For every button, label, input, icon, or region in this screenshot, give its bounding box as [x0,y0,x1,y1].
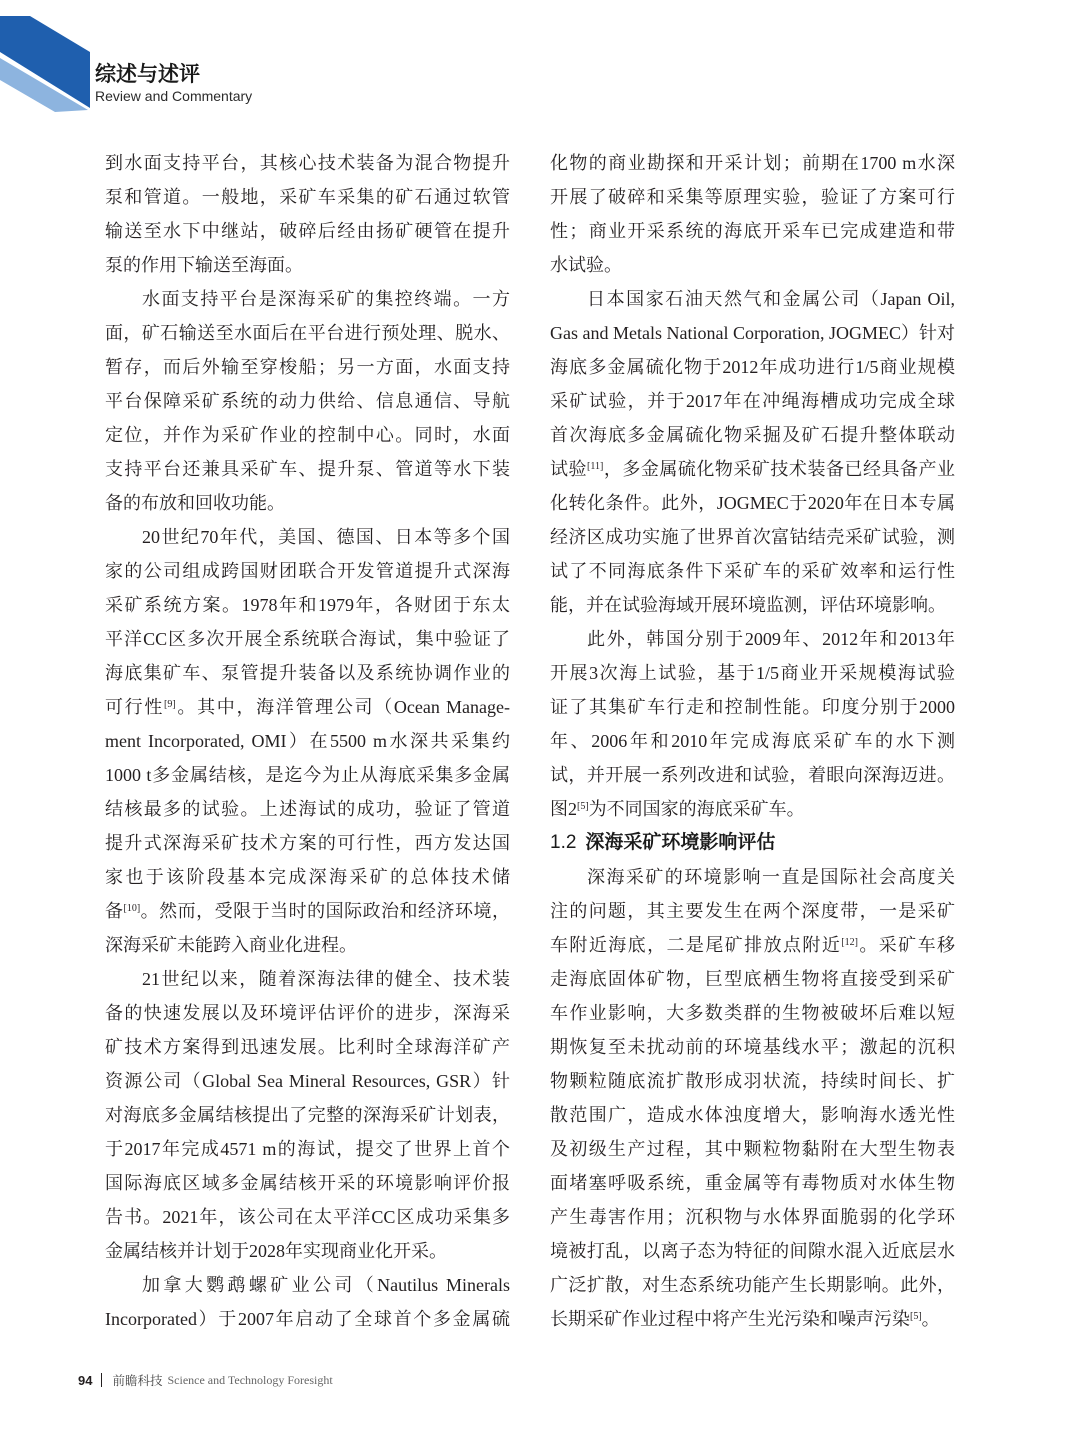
text-run: 。采矿车移 [857,935,956,955]
text-line: 20世纪70年代，美国、德国、日本等多个国 [142,527,510,547]
text-line: 车作业影响，大多数类群的生物被破坏后难以短 [550,1003,955,1023]
text-line: 平洋CC区多次开展全系统联合海试，集中验证了 [105,629,510,649]
text-line: 21世纪以来，随着深海法律的健全、技术装 [142,969,510,989]
text-line: 面堵塞呼吸系统，重金属等有毒物质对水体生物 [550,1173,955,1193]
corner-ribbon [0,0,92,115]
text-line: 支持平台还兼具采矿车、提升泵、管道等水下装 [105,459,510,479]
text-line: 采矿试验，并于2017年在冲绳海槽成功完成全球 [550,391,955,411]
text-line: 到水面支持平台，其核心技术装备为混合物提升 [105,153,510,173]
text-line: 提升式深海采矿技术方案的可行性，西方发达国 [105,833,510,853]
text-run: 备 [105,901,124,921]
paragraph [550,860,955,1336]
left-text-column [105,146,510,1336]
text-line: 水面支持平台是深海采矿的集控终端。一方 [142,289,510,309]
text-line: 1000 t多金属结核，是迄今为止从海底采集多金属 [105,765,510,785]
section-title-cn: 综述与述评 [95,63,200,86]
text-run: 图2 [550,799,577,819]
journal-name-en: Science and Technology Foresight [167,1372,333,1387]
text-line: 对海底多金属结核提出了完整的深海采矿计划表， [105,1105,510,1125]
section-number: 1.2 [550,832,577,853]
text-run: 试验 [550,459,588,479]
text-run: 可行性 [105,697,165,717]
text-line: 暂存，而后外输至穿梭船；另一方面，水面支持 [105,357,510,377]
text-line: 输送至水下中继站，破碎后经由扬矿硬管在提升 [105,221,510,241]
paragraph [105,962,510,1268]
text-line: 此外，韩国分别于2009年、2012年和2013年 [587,629,955,649]
text-line: 资源公司（Global Sea Mineral Resources, GSR）针 [105,1071,510,1091]
text-line: 散范围广，造成水体浊度增大，影响海水透光性 [550,1105,955,1125]
paragraph [105,520,510,962]
text-line: 试了不同海底条件下采矿车的采矿效率和运行性 [550,561,955,581]
text-line: 告书。2021年，该公司在太平洋CC区成功采集多 [105,1207,510,1227]
text-line: 化物的商业勘探和开采计划；前期在1700 m水深 [550,153,955,173]
text-line: 结核最多的试验。上述海试的成功，验证了管道 [105,799,510,819]
text-line [105,894,510,928]
journal-name-cn: 前瞻科技 [112,1374,163,1388]
text-line: 日本国家石油天然气和金属公司（Japan Oil, [587,289,955,309]
text-line: 能，并在试验海域开展环境监测，评估环境影响。 [550,595,946,615]
section-title-en: Review and Commentary [95,88,253,104]
text-line: 性；商业开采系统的海底开采车已完成建造和带 [550,221,955,241]
text-line: Gas and Metals National Corporation, JOGMEC）针对 [550,323,955,343]
section-heading-title: 深海采矿环境影响评估 [585,832,776,853]
text-line: 泵的作用下输送至海面。 [105,255,303,275]
paragraph [550,282,955,622]
text-line: 采矿系统方案。1978年和1979年，各财团于东太 [105,595,510,615]
text-line: 水试验。 [550,255,622,275]
text-run: 车附近海底，二是尾矿排放点附近 [550,935,842,955]
text-line: ment Incorporated, OMI）在5500 m水深共采集约 [105,731,510,751]
text-line: 境被打乱，以离子态为特征的间隙水混入近底层水 [550,1241,955,1261]
text-line: 矿技术方案得到迅速发展。比利时全球海洋矿产 [105,1037,510,1057]
text-line: 国际海底区域多金属结核开采的环境影响评价报 [105,1173,510,1193]
text-line: 深海采矿的环境影响一直是国际社会高度关 [587,867,955,887]
paragraph [105,1268,510,1336]
text-run: 长期采矿作业过程中将产生光污染和噪声污染 [550,1309,910,1329]
text-line: 开展3次海上试验，基于1/5商业开采规模海试验 [550,663,955,683]
citation-ref: [12] [841,937,858,948]
text-line: 化转化条件。此外，JOGMEC于2020年在日本专属 [550,493,955,513]
section-heading [550,826,955,860]
text-line: 年、2006年和2010年完成海底采矿车的水下测 [550,731,955,751]
text-line: 证了其集矿车行走和控制性能。印度分别于2000 [550,697,955,717]
text-line: 于2017年完成4571 m的海试，提交了世界上首个 [105,1139,510,1159]
text-line: 海底多金属硫化物于2012年成功进行1/5商业规模 [550,357,955,377]
text-line: 经济区成功实施了世界首次富钴结壳采矿试验，测 [550,527,955,547]
text-line: 加拿大鹦鹉螺矿业公司（Nautilus Minerals [142,1275,510,1295]
text-line [550,452,955,486]
text-run: 。 [921,1309,940,1329]
text-line: 海底集矿车、泵管提升装备以及系统协调作业的 [105,663,510,683]
right-text-column [550,146,955,1336]
citation-ref: [5] [577,801,589,812]
text-line: 定位，并作为采矿作业的控制中心。同时，水面 [105,425,510,445]
paragraph [105,282,510,520]
text-line: 平台保障采矿系统的动力供给、信息通信、导航 [105,391,510,411]
citation-ref: [10] [123,903,141,914]
text-line: 开展了破碎和采集等原理实验，验证了方案可行 [550,187,955,207]
footer-divider [101,1373,102,1387]
text-line: 走海底固体矿物，巨型底栖生物将直接受到采矿 [550,969,955,989]
text-run: 。然而，受限于当时的国际政治和经济环境， [140,901,511,921]
text-line: 产生毒害作用；沉积物与水体界面脆弱的化学环 [550,1207,955,1227]
paragraph [550,622,955,826]
text-line: 广泛扩散，对生态系统功能产生长期影响。此外， [550,1275,955,1295]
text-run: ，多金属硫化物采矿技术装备已经具备产业 [603,459,956,479]
text-line [105,690,510,724]
paragraph [105,146,510,282]
text-run: 。其中，海洋管理公司（Ocean Manage- [175,697,510,717]
text-line [550,792,955,826]
text-line [550,928,955,962]
text-line: 金属结核并计划于2028年实现商业化开采。 [105,1241,447,1261]
citation-ref: [11] [587,461,604,472]
paragraph [550,146,955,282]
text-line: 深海采矿未能跨入商业化进程。 [105,935,357,955]
text-line: 备的布放和回收功能。 [105,493,285,513]
citation-ref: [9] [164,699,176,710]
page-number: 94 [78,1372,93,1388]
text-line: 试，并开展一系列改进和试验，着眼向深海迈进。 [550,765,955,785]
text-line: 物颗粒随底流扩散形成羽状流，持续时间长、扩 [550,1071,955,1091]
text-line: 面，矿石输送至水面后在平台进行预处理、脱水、 [105,323,510,343]
text-line: 及初级生产过程，其中颗粒物黏附在大型生物表 [550,1139,955,1159]
text-line: 期恢复至未扰动前的环境基线水平；激起的沉积 [550,1037,955,1057]
text-line: 注的问题，其主要发生在两个深度带，一是采矿 [550,901,955,921]
citation-ref: [5] [910,1311,922,1322]
text-line [550,1302,955,1336]
text-line: 家也于该阶段基本完成深海采矿的总体技术储 [105,867,510,887]
text-line: 备的快速发展以及环境评估评价的进步，深海采 [105,1003,510,1023]
text-line: Incorporated）于2007年启动了全球首个多金属硫 [105,1309,510,1329]
text-run: 为不同国家的海底采矿车。 [588,799,805,819]
page-footer [78,1370,333,1390]
text-line: 家的公司组成跨国财团联合开发管道提升式深海 [105,561,510,581]
text-line: 首次海底多金属硫化物采掘及矿石提升整体联动 [550,425,955,445]
text-line: 泵和管道。一般地，采矿车采集的矿石通过软管 [105,187,510,207]
